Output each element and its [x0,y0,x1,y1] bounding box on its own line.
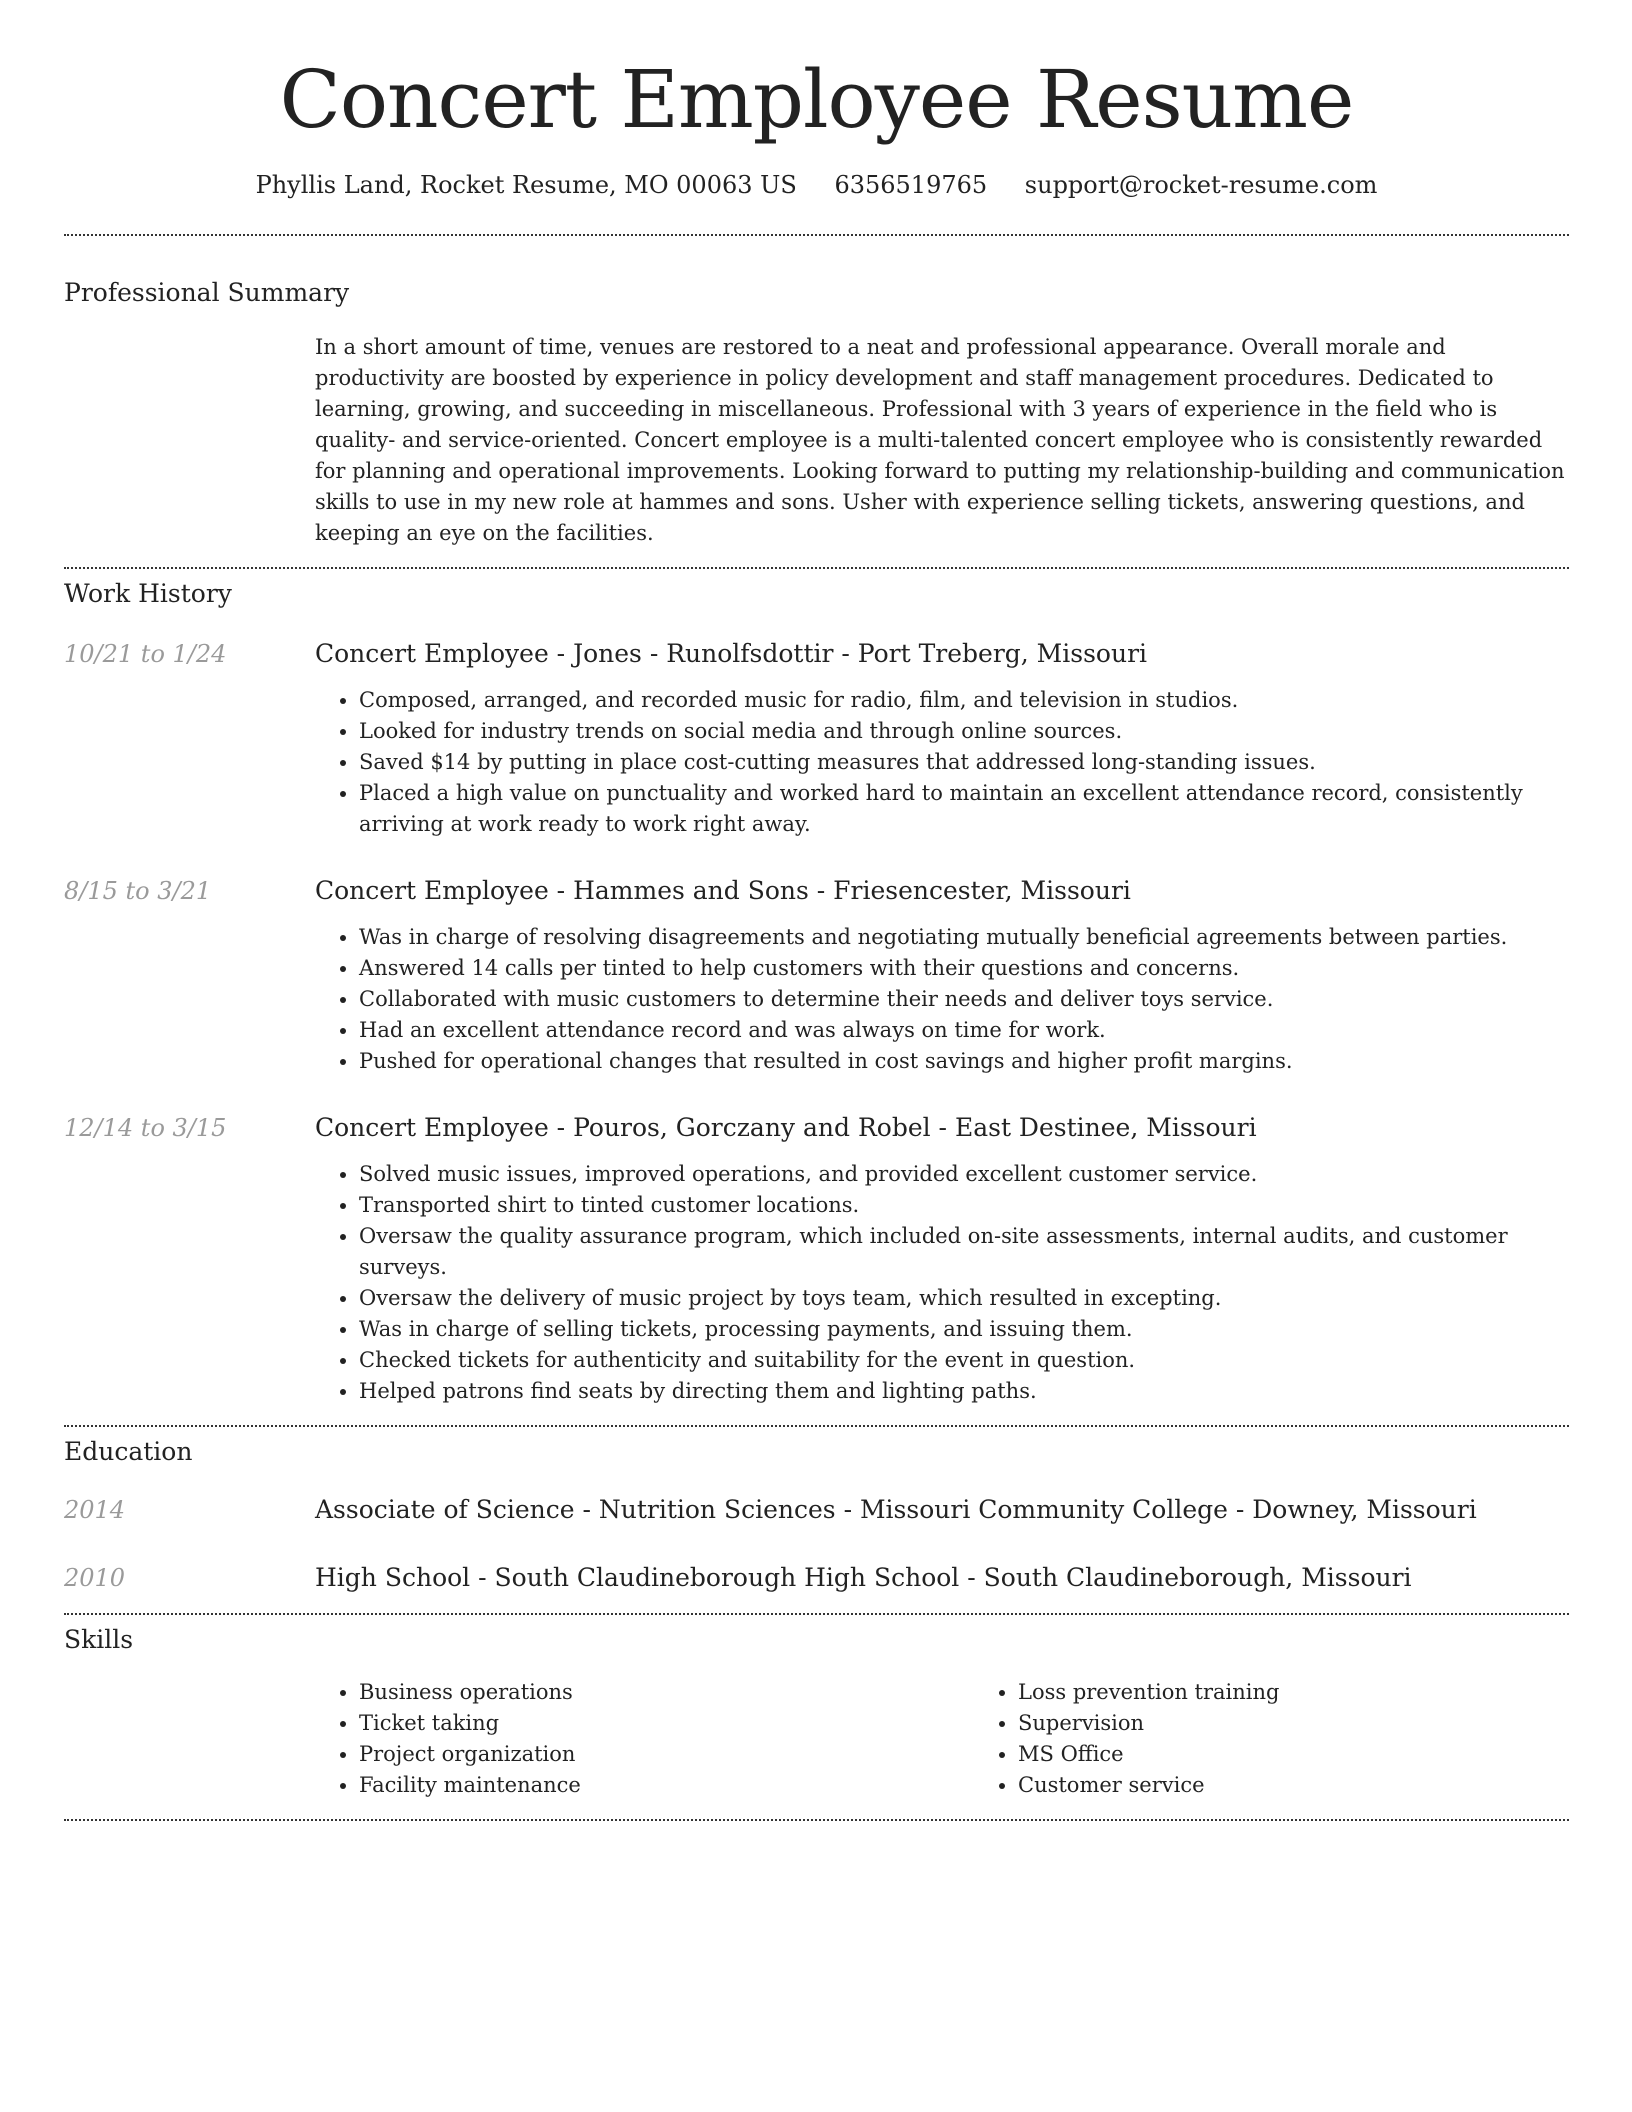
list-item: • Oversaw the quality assurance program, which included on-site assessments, internal audits, and customer surveys. [359,1221,1569,1283]
section-title-summary: Professional Summary [64,278,350,307]
divider [64,567,1569,569]
list-item: • Solved music issues, improved operations, and provided excellent customer service. [359,1159,1569,1190]
job-title: Concert Employee - Pouros, Gorczany and Robel - East Destinee, Missouri [315,1113,1257,1142]
list-item: • Oversaw the delivery of music project by toys team, which resulted in excepting. [359,1283,1569,1314]
list-item: • MS Office [1018,1739,1632,1770]
skills-spacer [64,1677,315,1801]
section-title-education: Education [64,1437,193,1466]
contact-line [64,168,1569,202]
divider [64,1613,1569,1615]
list-item: • Supervision [1018,1708,1632,1739]
list-item: • Facility maintenance [359,1770,974,1801]
list-item: • Transported shirt to tinted customer locations. [359,1190,1569,1221]
list-item: • Collaborated with music customers to determine their needs and deliver toys service. [359,984,1569,1015]
education-year: 2010 [64,1564,126,1592]
skills-list [974,1677,1632,1801]
job-bullets [315,1159,1569,1407]
list-item: • Placed a high value on punctuality and worked hard to maintain an excellent attendance record, consistently arriving at work ready to work right away. [359,778,1569,840]
list-item: • Ticket taking [359,1708,974,1739]
summary-text: In a short amount of time, venues are restored to a neat and professional appearance. Overall morale and productivity are boosted by experience in policy development and staff management procedures. Dedicated to learning, growing, and succeeding in miscellaneous. Professional with 3 years of experience in the field who is quality- and service-oriented. Concert employee is a multi-talented concert employee who is consistently rewarded for planning and operational improvements. Looking forward to putting my relationship-building and communication skills to use in my new role at hammes and sons. Usher with experience selling tickets, answering questions, and keeping an eye on the facilities. [315,335,1565,545]
section-title-work: Work History [64,579,232,608]
job-details [315,637,1569,840]
list-item: • Was in charge of selling tickets, processing payments, and issuing them. [359,1314,1569,1345]
skills-list [315,1677,974,1801]
job-title: Concert Employee - Hammes and Sons - Friesencester, Missouri [315,876,1131,905]
education-year: 2014 [64,1496,126,1524]
list-item: • Helped patrons find seats by directing them and lighting paths. [359,1376,1569,1407]
education-entry [64,1561,1569,1595]
education-details: High School - South Claudineborough High School - South Claudineborough, Missouri [315,1563,1412,1592]
summary-row [64,332,1569,549]
divider [64,234,1569,236]
job-entry [64,874,1569,1077]
resume-title: Concert Employee Resume [279,53,1354,146]
job-dates: 10/21 to 1/24 [64,640,227,668]
job-title: Concert Employee - Jones - Runolfsdottir - Port Treberg, Missouri [315,639,1148,668]
list-item: • Loss prevention training [1018,1677,1632,1708]
job-entry [64,637,1569,840]
list-item: • Was in charge of resolving disagreements and negotiating mutually beneficial agreements between parties. [359,922,1569,953]
job-details [315,1111,1569,1407]
list-item: • Checked tickets for authenticity and suitability for the event in question. [359,1345,1569,1376]
list-item: • Composed, arranged, and recorded music for radio, film, and television in studios. [359,685,1569,716]
education-details: Associate of Science - Nutrition Sciences - Missouri Community College - Downey, Missouri [315,1495,1477,1524]
divider [64,1819,1569,1821]
summary-spacer [64,332,315,549]
job-dates: 8/15 to 3/21 [64,877,212,905]
phone: 6356519765 [834,171,988,199]
list-item: • Project organization [359,1739,974,1770]
list-item: • Answered 14 calls per tinted to help customers with their questions and concerns. [359,953,1569,984]
job-bullets [315,922,1569,1077]
resume-page [64,0,1569,1821]
list-item: • Looked for industry trends on social media and through online sources. [359,716,1569,747]
divider [64,1425,1569,1427]
skills-columns [315,1677,1632,1801]
job-dates: 12/14 to 3/15 [64,1114,227,1142]
section-title-skills: Skills [64,1625,134,1654]
list-item: • Business operations [359,1677,974,1708]
list-item: • Had an excellent attendance record and was always on time for work. [359,1015,1569,1046]
address: Phyllis Land, Rocket Resume, MO 00063 US [255,171,797,199]
email: support@rocket-resume.com [1024,171,1378,199]
skills-row [64,1677,1569,1801]
job-entry [64,1111,1569,1407]
job-details [315,874,1569,1077]
list-item: • Customer service [1018,1770,1632,1801]
list-item: • Saved $14 by putting in place cost-cutting measures that addressed long-standing issues. [359,747,1569,778]
job-bullets [315,685,1569,840]
education-entry [64,1493,1569,1527]
list-item: • Pushed for operational changes that resulted in cost savings and higher profit margins. [359,1046,1569,1077]
